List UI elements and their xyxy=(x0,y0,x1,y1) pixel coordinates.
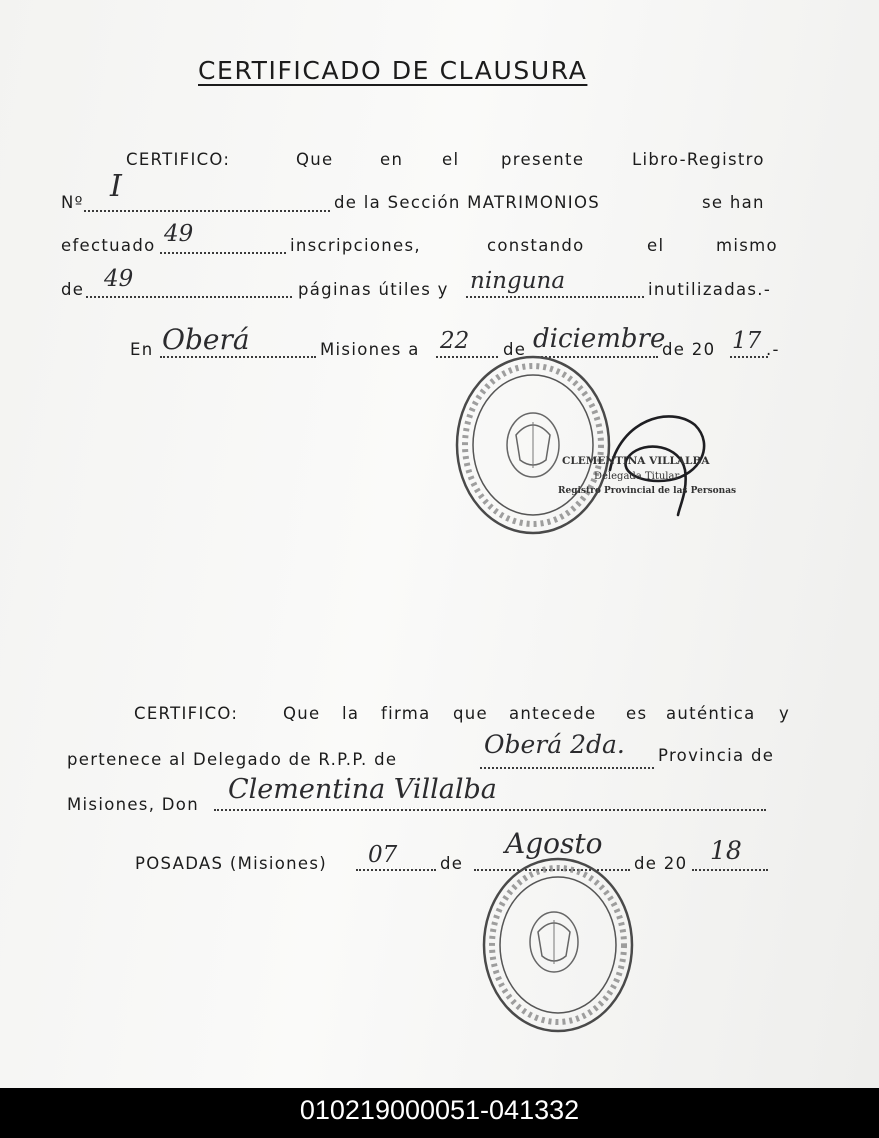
handwritten-delegate-name: Clementina Villalba xyxy=(228,774,497,805)
cert1-word: presente xyxy=(501,150,585,169)
cert1-word: Que xyxy=(296,150,334,169)
misiones-don-text: Misiones, Don xyxy=(67,795,199,814)
dotted-fill-line xyxy=(214,809,766,811)
inutilizadas-text: inutilizadas.- xyxy=(648,280,772,299)
provincia-de-text: Provincia de xyxy=(658,746,775,765)
line-end-dash: .- xyxy=(766,340,780,359)
efectuado-text: efectuado xyxy=(61,236,156,255)
handwritten-voided-count: ninguna xyxy=(470,268,566,294)
dotted-fill-line xyxy=(480,767,654,769)
paginas-utiles-text: páginas útiles y xyxy=(298,280,449,299)
cert2-word: antecede xyxy=(509,704,597,723)
cert2-word: es xyxy=(626,704,648,723)
cert1-word: el xyxy=(442,150,460,169)
handwritten-pages-count: 49 xyxy=(104,266,134,292)
handwritten-auth-day: 07 xyxy=(368,842,398,868)
cert1-word: el xyxy=(647,236,665,255)
cert2-word: que xyxy=(453,704,488,723)
posadas-text: POSADAS (Misiones) xyxy=(135,854,328,873)
cert2-word: y xyxy=(779,704,791,723)
cert2-word: la xyxy=(342,704,360,723)
document-barcode-number: 010219000051-041332 xyxy=(299,1095,580,1125)
official-seal-stamp-lower xyxy=(476,852,640,1038)
de-20-text: de 20 xyxy=(662,340,716,359)
se-han-text: se han xyxy=(702,193,765,212)
handwritten-year: 17 xyxy=(732,328,762,354)
cert1-word: en xyxy=(380,150,404,169)
cert2-word: firma xyxy=(381,704,431,723)
footer-bar xyxy=(0,1088,879,1138)
number-label: Nº xyxy=(61,193,84,212)
signatory-office: Registro Provincial de las Personas xyxy=(558,486,737,496)
cert1-word: inscripciones, xyxy=(290,236,421,255)
cert1-word: constando xyxy=(487,236,585,255)
dotted-fill-line xyxy=(160,252,286,254)
dotted-fill-line xyxy=(692,869,768,871)
handwritten-office: Oberá 2da. xyxy=(484,730,625,759)
misiones-a-text: Misiones a xyxy=(320,340,420,359)
section-text: de la Sección MATRIMONIOS xyxy=(334,193,601,212)
cert1-word: mismo xyxy=(716,236,778,255)
dotted-fill-line xyxy=(84,210,330,212)
en-text: En xyxy=(130,340,154,359)
signatory-role: Delegada Titular xyxy=(594,471,680,482)
dotted-fill-line xyxy=(160,356,316,358)
cert2-word: CERTIFICO: xyxy=(134,704,239,723)
dotted-fill-line xyxy=(86,296,292,298)
handwritten-inscriptions-count: 49 xyxy=(164,221,194,247)
signatory-name: CLEMENTINA VILLALBA xyxy=(562,455,710,467)
de-20-text: de 20 xyxy=(634,854,688,873)
de-text: de xyxy=(503,340,527,359)
de-text: de xyxy=(440,854,464,873)
dotted-fill-line xyxy=(356,869,436,871)
de-text: de xyxy=(61,280,85,299)
delegate-text: pertenece al Delegado de R.P.P. de xyxy=(67,750,398,769)
handwritten-month: diciembre xyxy=(533,324,666,354)
handwritten-auth-month: Agosto xyxy=(505,827,603,860)
handwritten-city: Oberá xyxy=(162,323,250,356)
dotted-fill-line xyxy=(730,356,768,358)
handwritten-book-number: I xyxy=(110,169,122,204)
cert2-word: Que xyxy=(283,704,321,723)
document-title: CERTIFICADO DE CLAUSURA xyxy=(198,56,588,85)
cert2-word: auténtica xyxy=(666,704,756,723)
cert1-word: Libro-Registro xyxy=(632,150,765,169)
handwritten-auth-year: 18 xyxy=(710,836,742,865)
cert1-word: CERTIFICO: xyxy=(126,150,231,169)
dotted-fill-line xyxy=(466,296,644,298)
handwritten-day: 22 xyxy=(440,328,470,354)
official-seal-stamp-upper xyxy=(448,350,618,540)
